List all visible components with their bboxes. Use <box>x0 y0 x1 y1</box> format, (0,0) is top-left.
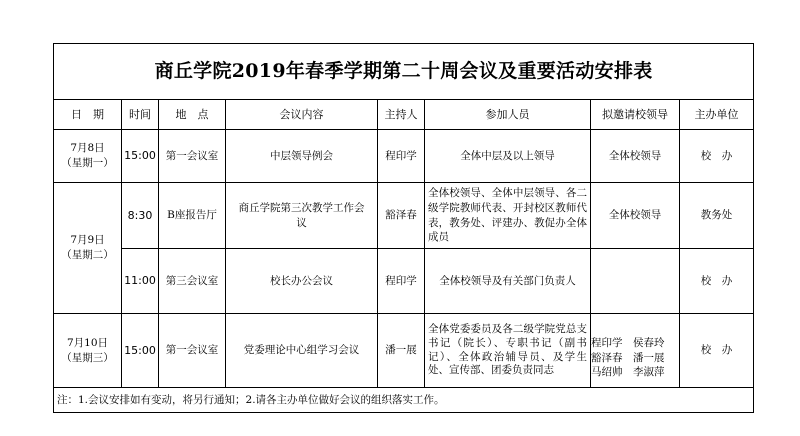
date-cell: 7月10日 （星期三） <box>54 314 122 388</box>
date-cell: 7月9日 （星期二） <box>54 183 122 314</box>
organizer-cell: 教务处 <box>680 183 754 249</box>
col-date: 日 期 <box>54 100 122 130</box>
content-cell: 党委理论中心组学习会议 <box>226 314 378 388</box>
header-row <box>54 100 754 130</box>
col-host: 主持人 <box>378 100 425 130</box>
time-cell: 8:30 <box>122 183 159 249</box>
date-cell: 7月8日 （星期一） <box>54 130 122 183</box>
table-row <box>54 314 754 388</box>
leaders-cell: 程印学 侯春玲 豁泽春 潘一展 马绍帅 李淑萍 <box>591 314 680 388</box>
place-cell: 第一会议室 <box>159 130 226 183</box>
leaders-cell: 全体校领导 <box>591 130 680 183</box>
time-cell: 15:00 <box>122 130 159 183</box>
host-cell: 豁泽春 <box>378 183 425 249</box>
col-leaders: 拟邀请校领导 <box>591 100 680 130</box>
place-cell: 第一会议室 <box>159 314 226 388</box>
leaders-cell <box>591 249 680 314</box>
col-attendees: 参加人员 <box>425 100 591 130</box>
host-cell: 潘一展 <box>378 314 425 388</box>
table-row <box>54 249 754 314</box>
organizer-cell: 校 办 <box>680 314 754 388</box>
attendees-cell: 全体中层及以上领导 <box>425 130 591 183</box>
col-time: 时间 <box>122 100 159 130</box>
table-row <box>54 130 754 183</box>
schedule-table <box>53 43 754 413</box>
place-cell: 第三会议室 <box>159 249 226 314</box>
organizer-cell: 校 办 <box>680 130 754 183</box>
place-cell: B座报告厅 <box>159 183 226 249</box>
leaders-cell: 全体校领导 <box>591 183 680 249</box>
host-cell: 程印学 <box>378 249 425 314</box>
table-row <box>54 183 754 249</box>
organizer-cell: 校 办 <box>680 249 754 314</box>
attendees-cell: 全体党委委员及各二级学院党总支书记（院长）、专职书记（副书记）、全体政治辅导员、及学生处、宣传部、团委负责同志 <box>425 314 591 388</box>
page-title: 商丘学院2019年春季学期第二十周会议及重要活动安排表 <box>54 44 754 100</box>
col-place: 地 点 <box>159 100 226 130</box>
time-cell: 11:00 <box>122 249 159 314</box>
footnote: 注：1.会议安排如有变动，将另行通知；2.请各主办单位做好会议的组织落实工作。 <box>54 388 754 413</box>
time-cell: 15:00 <box>122 314 159 388</box>
attendees-cell: 全体校领导及有关部门负责人 <box>425 249 591 314</box>
content-cell: 中层领导例会 <box>226 130 378 183</box>
attendees-cell: 全体校领导、全体中层领导、各二级学院教师代表、开封校区教师代表，教务处、评建办、教促办全体成员 <box>425 183 591 249</box>
content-cell: 校长办公会议 <box>226 249 378 314</box>
col-content: 会议内容 <box>226 100 378 130</box>
content-cell: 商丘学院第三次教学工作会议 <box>226 183 378 249</box>
col-organizer: 主办单位 <box>680 100 754 130</box>
host-cell: 程印学 <box>378 130 425 183</box>
